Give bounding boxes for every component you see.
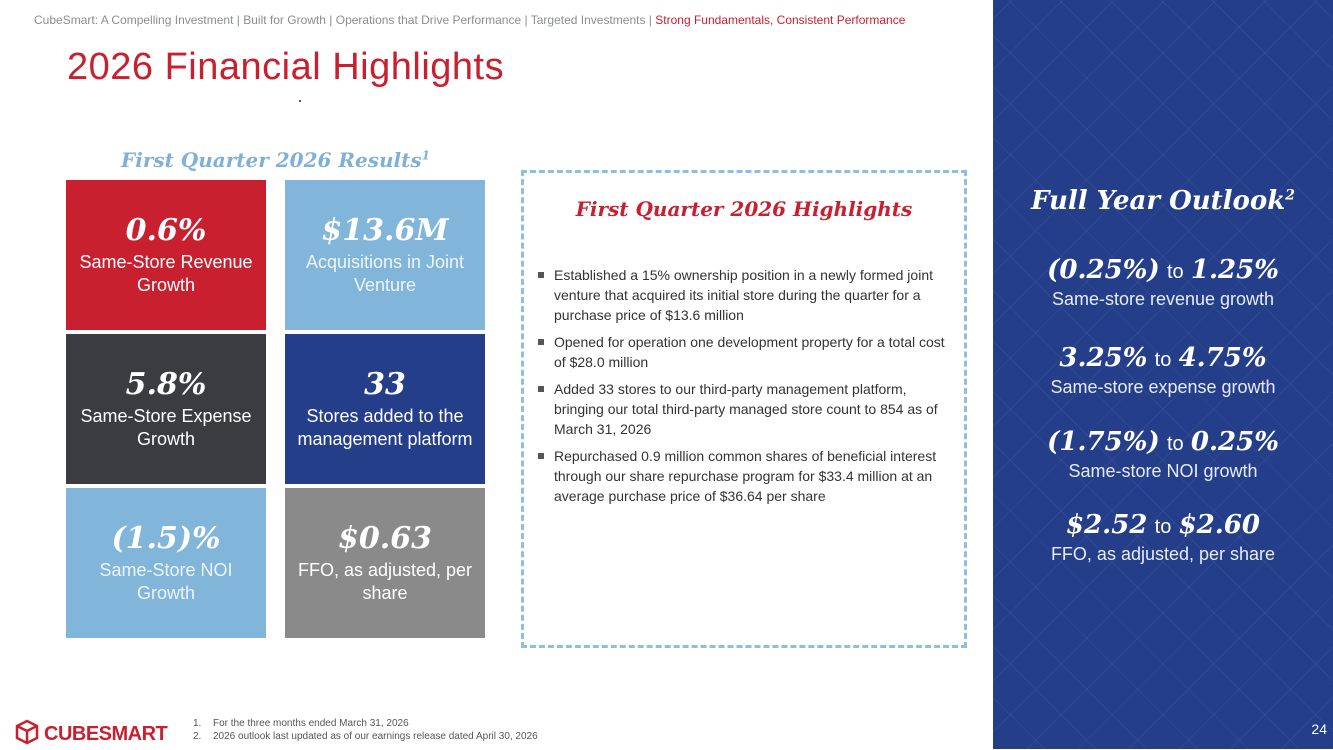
metric-value: (1.5)%	[111, 520, 221, 556]
range-to: to	[1166, 261, 1184, 283]
metric-label: Same-Store NOI Growth	[99, 559, 233, 603]
outlook-item-noi	[993, 426, 1333, 483]
metric-value: $0.63	[338, 520, 432, 556]
breadcrumb-separator: |	[645, 13, 656, 27]
range-to: to	[1166, 433, 1184, 455]
outlook-range	[993, 509, 1333, 542]
footnote	[193, 730, 538, 743]
range-low: (1.75%)	[1047, 427, 1160, 457]
outlook-title	[993, 186, 1333, 216]
outlook-label: Same-store revenue growth	[1051, 289, 1275, 309]
footnotes	[193, 717, 538, 743]
footnote-number: 1.	[193, 718, 202, 729]
metric-label: Same-Store Expense Growth	[80, 405, 252, 449]
outlook-range	[993, 342, 1333, 375]
outlook-item-ffo	[993, 509, 1333, 566]
list-item: Established a 15% ownership position in a newly formed joint venture that acquired its initial store during the quarter for a purchase price of $13.6 million	[538, 265, 956, 325]
page-number: 24	[1311, 721, 1327, 737]
outlook-range	[993, 426, 1333, 459]
metric-tile-noi-growth	[66, 488, 266, 638]
page-title: 2026 Financial Highlights	[67, 46, 505, 88]
q1-highlights-list	[538, 265, 956, 513]
outlook-label: Same-store NOI growth	[1068, 461, 1258, 481]
outlook-label: FFO, as adjusted, per share	[1050, 544, 1276, 564]
range-high: $2.60	[1178, 510, 1260, 540]
range-to: to	[1154, 349, 1172, 371]
footnote-text: For the three months ended March 31, 2026	[213, 718, 409, 729]
metric-tile-acquisitions	[285, 180, 485, 330]
logo-text: CUBESMART	[44, 723, 168, 745]
metric-value: 5.8%	[125, 366, 207, 402]
metric-value: 0.6%	[125, 212, 207, 248]
cubesmart-logo	[14, 719, 167, 750]
outlook-range	[993, 254, 1333, 287]
breadcrumb-item[interactable]: CubeSmart: A Compelling Investment	[34, 13, 234, 27]
full-year-outlook-panel	[993, 0, 1333, 749]
range-high: 1.25%	[1190, 255, 1279, 285]
breadcrumb-separator: |	[521, 13, 531, 27]
footnote	[193, 717, 538, 730]
metric-label: Stores added to the management platform	[297, 405, 473, 449]
list-item: Repurchased 0.9 million common shares of beneficial interest through our share repurchase program for $33.4 million at an average purchase price of $36.64 per share	[538, 446, 956, 506]
range-to: to	[1154, 516, 1172, 538]
range-low: 3.25%	[1059, 343, 1148, 373]
metric-label: Same-Store Revenue Growth	[79, 251, 253, 295]
breadcrumb-item[interactable]: Built for Growth	[243, 13, 326, 27]
cube-logo-icon	[14, 719, 40, 750]
range-low: (0.25%)	[1047, 255, 1160, 285]
list-item: Opened for operation one development property for a total cost of $28.0 million	[538, 332, 956, 372]
breadcrumb-item[interactable]: Targeted Investments	[530, 13, 646, 27]
metric-tile-ffo	[285, 488, 485, 638]
metric-tile-stores-added	[285, 334, 485, 484]
breadcrumb-separator: |	[233, 13, 244, 27]
metric-tile-revenue-growth	[66, 180, 266, 330]
q1-highlights-title: First Quarter 2026 Highlights	[575, 197, 913, 221]
metric-label: FFO, as adjusted, per share	[297, 559, 473, 603]
range-high: 0.25%	[1190, 427, 1279, 457]
q1-results-heading	[66, 148, 485, 172]
q1-highlights-box	[521, 170, 967, 648]
breadcrumb-separator: |	[325, 13, 336, 27]
metric-label: Acquisitions in Joint Venture	[305, 251, 465, 295]
footnote-marker: 1	[421, 148, 430, 163]
outlook-item-expense	[993, 342, 1333, 399]
footnote-number: 2.	[193, 731, 202, 742]
range-high: 4.75%	[1178, 343, 1267, 373]
footnote-marker: 2	[1285, 187, 1296, 204]
outlook-item-revenue	[993, 254, 1333, 311]
outlook-label: Same-store expense growth	[1050, 377, 1276, 397]
breadcrumb-item-active[interactable]: Strong Fundamentals, Consistent Performance	[655, 13, 906, 27]
breadcrumb	[34, 13, 905, 27]
breadcrumb-item[interactable]: Operations that Drive Performance	[335, 13, 522, 27]
range-low: $2.52	[1066, 510, 1148, 540]
footnote-text: 2026 outlook last updated as of our earnings release dated April 30, 2026	[213, 731, 538, 742]
outlook-title-text: Full Year Outlook	[1030, 186, 1286, 216]
metric-value: $13.6M	[321, 212, 449, 248]
metric-tile-expense-growth	[66, 334, 266, 484]
q1-results-heading-text: First Quarter 2026 Results	[121, 148, 422, 172]
metric-value: 33	[364, 366, 406, 402]
decorative-dot	[299, 100, 301, 102]
list-item: Added 33 stores to our third-party management platform, bringing our total third-party managed store count to 854 as of March 31, 2026	[538, 379, 956, 439]
